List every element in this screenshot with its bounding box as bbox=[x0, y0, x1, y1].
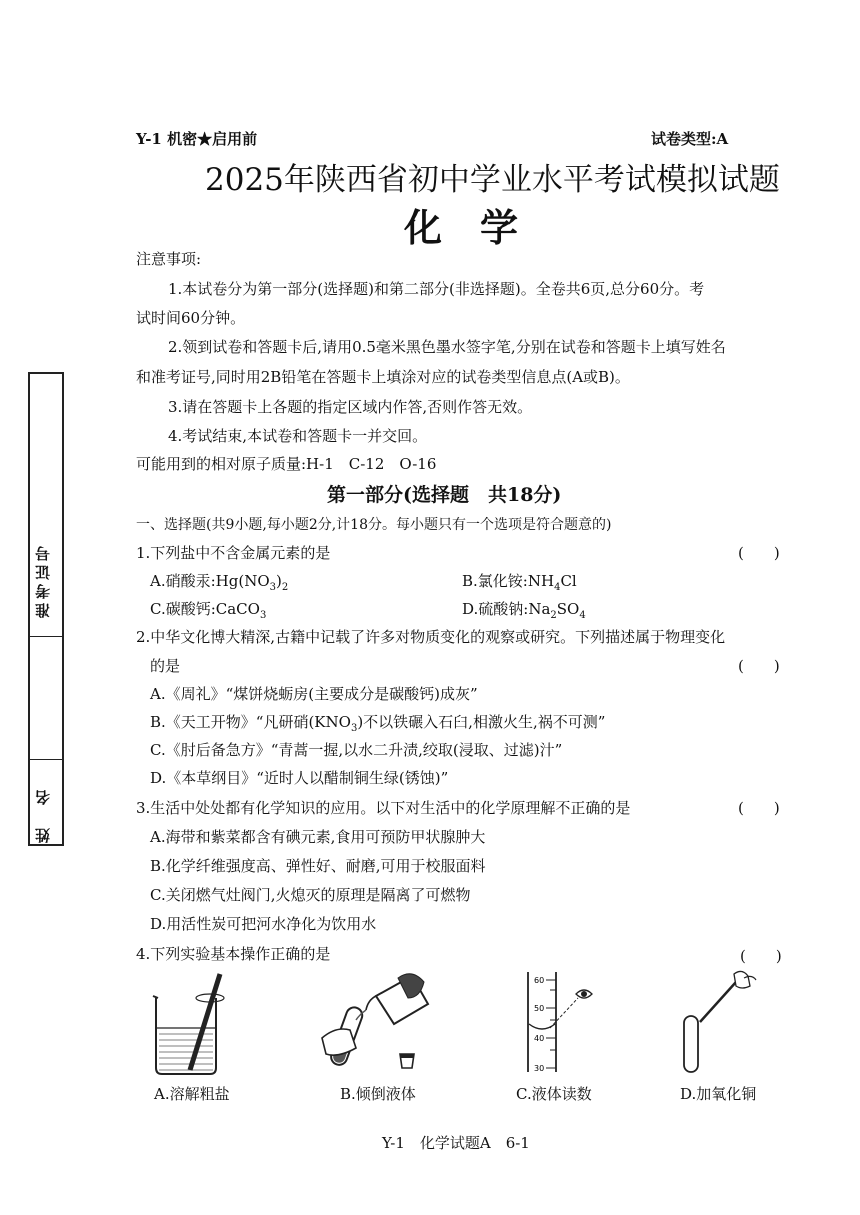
q2-option-c: C.《肘后备急方》“青蒿一握,以水二升渍,绞取(浸取、过滤)汁” bbox=[150, 741, 563, 759]
figure-label-d: D.加氧化铜 bbox=[680, 1085, 757, 1103]
figure-pour-liquid bbox=[316, 968, 446, 1080]
exam-id-label: 准考证号 bbox=[34, 542, 52, 618]
name-label: 姓 名 bbox=[34, 786, 52, 843]
answer-paren: ( ) bbox=[740, 947, 782, 965]
figure-label-c: C.液体读数 bbox=[516, 1085, 592, 1103]
notice-line: 试时间60分钟。 bbox=[136, 309, 246, 327]
notice-line: 1.本试卷分为第一部分(选择题)和第二部分(非选择题)。全卷共6页,总分60分。考 bbox=[168, 280, 705, 298]
answer-paren: ( ) bbox=[738, 799, 780, 817]
question-4-stem: 4.下列实验基本操作正确的是 bbox=[136, 945, 331, 963]
paper-type-tag: 试卷类型:A bbox=[651, 130, 729, 148]
notice-line: 4.考试结束,本试卷和答题卡一并交回。 bbox=[168, 427, 428, 445]
figure-read-liquid bbox=[520, 968, 630, 1078]
figure-add-copper-oxide bbox=[676, 966, 766, 1076]
question-2-stem: 2.中华文化博大精深,古籍中记载了许多对物质变化的观察或研究。下列描述属于物理变化 bbox=[136, 628, 726, 646]
figure-dissolve-salt bbox=[146, 970, 236, 1080]
q1-option-a: A.硝酸汞$:Hg(NO_3)_2$ bbox=[150, 572, 289, 593]
notice-heading: 注意事项: bbox=[136, 250, 202, 268]
confidential-tag: Y-1 机密★启用前 bbox=[136, 130, 258, 148]
tick-label: 50 bbox=[534, 1004, 545, 1013]
page-title: 2025年陕西省初中学业水平考试模拟试题 bbox=[205, 162, 780, 198]
binding-box bbox=[28, 372, 64, 846]
section-instruction: 一、选择题(共9小题,每小题2分,计18分。每小题只有一个选项是符合题意的) bbox=[136, 517, 612, 533]
question-1-stem: 1.下列盐中不含金属元素的是 bbox=[136, 544, 331, 562]
notice-line: 3.请在答题卡上各题的指定区域内作答,否则作答无效。 bbox=[168, 398, 533, 416]
figure-label-a: A.溶解粗盐 bbox=[154, 1085, 230, 1103]
q1-option-c: C.碳酸钙:CaCO$_3$ bbox=[150, 600, 267, 621]
answer-paren: ( ) bbox=[738, 657, 780, 675]
q1-option-b: B.氯化铵$:NH_4Cl$ bbox=[462, 572, 577, 593]
q3-option-c: C.关闭燃气灶阀门,火熄灭的原理是隔离了可燃物 bbox=[150, 886, 471, 904]
q1-option-d: D.硫酸钠$:Na_2SO_4$ bbox=[462, 600, 586, 621]
q3-option-a: A.海带和紫菜都含有碘元素,食用可预防甲状腺肿大 bbox=[150, 828, 486, 846]
q3-option-b: B.化学纤维强度高、弹性好、耐磨,可用于校服面料 bbox=[150, 857, 486, 875]
tick-label: 30 bbox=[534, 1064, 545, 1073]
tick-label: 60 bbox=[534, 976, 545, 985]
question-3-stem: 3.生活中处处都有化学知识的应用。以下对生活中的化学原理解不正确的是 bbox=[136, 799, 631, 817]
atomic-mass-line: 可能用到的相对原子质量:H-1 C-12 O-16 bbox=[136, 455, 437, 473]
subject-title: 化 学 bbox=[404, 206, 519, 250]
tick-label: 40 bbox=[534, 1034, 545, 1043]
figure-label-b: B.倾倒液体 bbox=[340, 1085, 416, 1103]
q3-option-d: D.用活性炭可把河水净化为饮用水 bbox=[150, 915, 377, 933]
q2-option-a: A.《周礼》“煤饼烧蛎房(主要成分是碳酸钙)成灰” bbox=[150, 685, 478, 703]
part1-heading: 第一部分(选择题 共18分) bbox=[327, 484, 562, 506]
page-footer: Y-1 化学试题A 6-1 bbox=[382, 1134, 530, 1152]
question-2-stem-cont: 的是 bbox=[150, 657, 181, 675]
notice-line: 和准考证号,同时用2B铅笔在答题卡上填涂对应的试卷类型信息点(A或B)。 bbox=[136, 368, 630, 386]
notice-line: 2.领到试卷和答题卡后,请用0.5毫米黑色墨水签字笔,分别在试卷和答题卡上填写姓名 bbox=[168, 338, 726, 356]
q2-option-d: D.《本草纲目》“近时人以醋制铜生绿(锈蚀)” bbox=[150, 769, 449, 787]
answer-paren: ( ) bbox=[738, 544, 780, 562]
q2-option-b: B.《天工开物》“凡研硝$(KNO_3)$不以铁碾入石臼,相激火生,祸不可测” bbox=[150, 713, 606, 734]
